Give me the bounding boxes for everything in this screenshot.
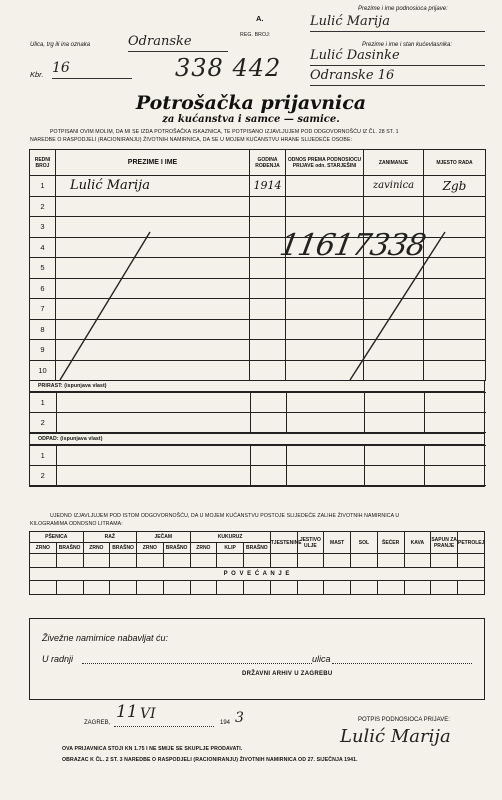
stock-cell bbox=[110, 554, 137, 568]
stock-cell bbox=[351, 554, 378, 568]
stock-group-header: JEČAM bbox=[137, 532, 191, 543]
stock-cell bbox=[30, 581, 57, 595]
stock-column-header: TJESTENINE bbox=[270, 532, 297, 554]
stock-group-header: PŠENICA bbox=[30, 532, 84, 543]
stock-cell bbox=[324, 581, 351, 595]
stock-cell bbox=[56, 581, 83, 595]
povecanje-label: P O V E Ć A N J E bbox=[30, 568, 485, 581]
row-number: 1 bbox=[30, 176, 56, 197]
col-header-name: PREZIME I IME bbox=[56, 150, 250, 176]
stock-cell bbox=[377, 581, 404, 595]
stamped-number: 338 442 bbox=[175, 54, 282, 82]
col-header-relation: ODNOS PREMA PODNOSIOCU PRIJAVE odn. STARJEŠINI bbox=[286, 150, 364, 176]
row-number: 5 bbox=[30, 258, 56, 279]
stock-cell bbox=[377, 554, 404, 568]
stock-cell bbox=[83, 554, 110, 568]
row-number: 7 bbox=[30, 299, 56, 320]
col-header-occupation: ZANIMANJE bbox=[364, 150, 424, 176]
stock-subheader: ZRNO bbox=[83, 543, 110, 554]
stock-line-2: KILOGRAMIMA ODNOSNO LITRAMA: bbox=[30, 521, 123, 527]
page-title: Potrošačka prijavnica bbox=[135, 92, 367, 114]
stock-cell bbox=[404, 581, 431, 595]
odpad-row-number: 2 bbox=[30, 466, 56, 486]
date-month: VI bbox=[140, 706, 156, 722]
archive-stamp: DRŽAVNI ARHIV U ZAGREBU bbox=[242, 671, 333, 677]
stock-cell bbox=[30, 554, 57, 568]
stock-column-header: SAPUN ZA PRANJE bbox=[431, 532, 458, 554]
stock-cell bbox=[297, 581, 324, 595]
odpad-label: ODPAD: (ispunjava vlast) bbox=[30, 434, 484, 445]
place-label: ZAGREB, bbox=[84, 720, 111, 726]
page-subtitle: za kućanstva i samce — samice. bbox=[162, 114, 340, 125]
stock-column-header: MAST bbox=[324, 532, 351, 554]
stock-subheader: ZRNO bbox=[30, 543, 57, 554]
row-number: 9 bbox=[30, 340, 56, 361]
stock-cell bbox=[270, 554, 297, 568]
stock-cell bbox=[458, 554, 485, 568]
stock-cell bbox=[190, 554, 217, 568]
col-header-workplace: MJESTO RADA bbox=[424, 150, 486, 176]
year-prefix: 194 bbox=[220, 720, 231, 726]
signature: Lulić Marija bbox=[340, 726, 451, 747]
tenant-label: Prezime i ime i stan kućevlasnika: bbox=[362, 42, 453, 48]
stock-table bbox=[29, 531, 485, 595]
col-header-year: GODINA ROĐENJA bbox=[250, 150, 286, 176]
date-day: 11 bbox=[116, 702, 138, 722]
stock-cell bbox=[244, 554, 271, 568]
section-letter: A. bbox=[256, 14, 264, 23]
prirast-row-number: 1 bbox=[30, 393, 56, 413]
row-number: 8 bbox=[30, 319, 56, 340]
member-occupation: zavinica bbox=[364, 176, 424, 197]
col-header-no: REDNI BROJ bbox=[30, 150, 56, 176]
stock-cell bbox=[324, 554, 351, 568]
street-label-supplier: ulica bbox=[312, 654, 331, 664]
row-number: 10 bbox=[30, 360, 56, 381]
stock-column-header: ŠEĆER bbox=[377, 532, 404, 554]
tenant-address: Odranske 16 bbox=[310, 68, 485, 86]
row-number: 3 bbox=[30, 217, 56, 238]
applicant-label: Prezime i ime podnosioca prijave: bbox=[358, 6, 448, 12]
stock-subheader: BRAŠNO bbox=[163, 543, 190, 554]
stock-column-header: PETROLEJ bbox=[458, 532, 485, 554]
applicant-name: Lulić Marija bbox=[310, 14, 485, 32]
supplier-box bbox=[29, 618, 485, 700]
reg-label: REG. BROJ: bbox=[240, 32, 271, 38]
date-line bbox=[114, 726, 214, 727]
prirast-row-number: 2 bbox=[30, 413, 56, 433]
row-number: 6 bbox=[30, 278, 56, 299]
stock-group-header: RAŽ bbox=[83, 532, 137, 543]
stock-cell bbox=[137, 581, 164, 595]
stock-subheader: BRAŠNO bbox=[110, 543, 137, 554]
stock-cell bbox=[404, 554, 431, 568]
stock-cell bbox=[431, 581, 458, 595]
stock-column-header: KAVA bbox=[404, 532, 431, 554]
stock-cell bbox=[244, 581, 271, 595]
stock-cell bbox=[190, 581, 217, 595]
row-number: 2 bbox=[30, 196, 56, 217]
member-workplace: Zgb bbox=[424, 176, 486, 197]
stock-cell bbox=[83, 581, 110, 595]
member-birth-year: 1914 bbox=[250, 176, 286, 197]
stock-cell bbox=[458, 581, 485, 595]
shop-label: U radnji bbox=[42, 654, 74, 664]
stock-cell bbox=[431, 554, 458, 568]
stock-line-1: UJEDNO IZJAVLJUJEM POD ISTOM ODGOVORNOŠĆU, DA U MOJEM KUĆANSTVU POSTOJE SLIJEDEĆE ZALIHE ŽIVOTNIH NAMIRNICA U bbox=[50, 513, 400, 519]
intro-line-2: NAREDBE O RASPODJELI (RACIONIRANJU) ŽIVOTNIH NAMIRNICA, DA SE U MOJEM KUĆANSTVU HRANE SLIJEDEĆE OSOBE: bbox=[30, 137, 353, 143]
prirast-label: PRIRAST: (ispunjava vlast) bbox=[30, 381, 484, 392]
regulation-note: OBRAZAC K ČL. 2 ST. 3 NAREDBE O RASPODJELI (RACIONIRANJU) ŽIVOTNIH NAMIRNICA OD 27. SIJEČNJA 1941. bbox=[62, 757, 358, 763]
stock-cell bbox=[270, 581, 297, 595]
stock-cell bbox=[297, 554, 324, 568]
stock-subheader: KLIP bbox=[217, 543, 244, 554]
intro-line-1: POTPISANI OVIM MOLIM, DA MI SE IZDA POTROŠAČKA ISKAZNICA, TE POTPISANO IZJAVLJUJEM POD ODGOVORNOŠĆU IZ ČL. 28 ST. 1 bbox=[50, 129, 399, 135]
member-name: Lulić Marija bbox=[56, 176, 250, 197]
odpad-row-number: 1 bbox=[30, 446, 56, 466]
shop-line bbox=[82, 663, 312, 664]
street-value: Odranske bbox=[128, 34, 228, 52]
price-note: OVA PRIJAVNICA STOJI KN 1.75 I NE SMIJE SE SKUPLJE PRODAVATI. bbox=[62, 746, 243, 752]
stock-column-header: JESTIVO ULJE bbox=[297, 532, 324, 554]
kbr-value: 16 bbox=[52, 60, 132, 79]
stock-cell bbox=[163, 554, 190, 568]
stock-cell bbox=[217, 581, 244, 595]
stock-column-header: SOL bbox=[351, 532, 378, 554]
row-number: 4 bbox=[30, 237, 56, 258]
stock-cell bbox=[163, 581, 190, 595]
stock-subheader: BRAŠNO bbox=[244, 543, 271, 554]
stock-subheader: BRAŠNO bbox=[56, 543, 83, 554]
stock-text bbox=[30, 512, 490, 528]
scrawl-number: 11617338 bbox=[276, 228, 428, 263]
supplier-label: Živežne namirnice nabavljat ću: bbox=[42, 633, 169, 643]
kbr-label: Kbr. bbox=[30, 70, 44, 79]
year-digit: 3 bbox=[235, 710, 244, 726]
strike-line-name bbox=[60, 232, 150, 380]
stock-subheader: ZRNO bbox=[137, 543, 164, 554]
street-label: Ulica, trg ili ina oznaka bbox=[30, 42, 91, 48]
stock-cell bbox=[110, 581, 137, 595]
stock-subheader: ZRNO bbox=[190, 543, 217, 554]
stock-cell bbox=[351, 581, 378, 595]
stock-cell bbox=[217, 554, 244, 568]
stock-cell bbox=[137, 554, 164, 568]
stock-group-header: KUKURUZ bbox=[190, 532, 270, 543]
street-line bbox=[332, 663, 472, 664]
tenant-name: Lulić Dasinke bbox=[310, 48, 485, 66]
stock-cell bbox=[56, 554, 83, 568]
signature-label: POTPIS PODNOSIOCA PRIJAVE: bbox=[358, 717, 450, 723]
